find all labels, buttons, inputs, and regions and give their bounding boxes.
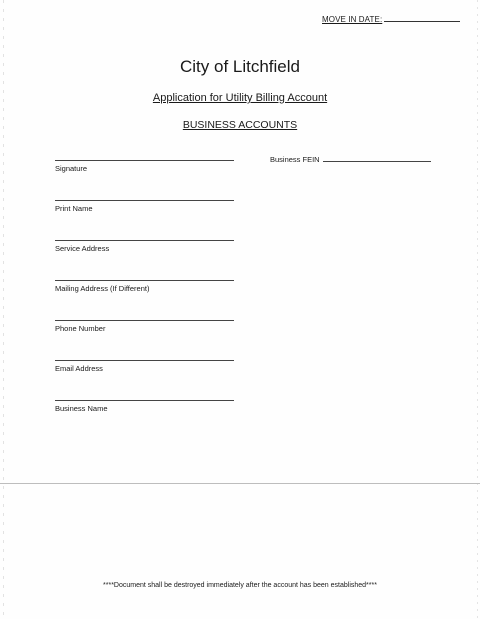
- signature-label: Signature: [55, 164, 88, 173]
- phone-number-line[interactable]: [55, 320, 234, 321]
- print-name-field[interactable]: [55, 200, 235, 213]
- move-in-date-label: MOVE IN DATE:: [322, 15, 383, 24]
- print-name-label: Print Name: [55, 204, 93, 213]
- move-in-date: [322, 14, 460, 24]
- phone-number-field[interactable]: [55, 320, 235, 333]
- signature-line[interactable]: [55, 160, 234, 161]
- mailing-address-field[interactable]: [55, 280, 235, 293]
- business-name-line[interactable]: [55, 400, 234, 401]
- phone-number-label: Phone Number: [55, 324, 106, 333]
- service-address-line[interactable]: [55, 240, 234, 241]
- footer-notice: ****Document shall be destroyed immediately after the account has been established****: [103, 582, 377, 589]
- signature-field[interactable]: [55, 160, 235, 173]
- business-fein-label: Business FEIN: [270, 155, 320, 164]
- print-name-line[interactable]: [55, 200, 234, 201]
- email-address-label: Email Address: [55, 364, 103, 373]
- email-address-field[interactable]: [55, 360, 235, 373]
- mailing-address-label: Mailing Address (If Different): [55, 284, 150, 293]
- business-fein-line[interactable]: [323, 155, 431, 162]
- service-address-label: Service Address: [55, 244, 110, 253]
- mailing-address-line[interactable]: [55, 280, 234, 281]
- business-name-field[interactable]: [55, 400, 235, 413]
- email-address-line[interactable]: [55, 360, 234, 361]
- page-divider: [0, 483, 480, 484]
- section-heading: BUSINESS ACCOUNTS: [182, 119, 298, 131]
- service-address-field[interactable]: [55, 240, 235, 253]
- business-fein-field[interactable]: [270, 155, 431, 164]
- page-title: City of Litchfield: [180, 57, 300, 76]
- business-name-label: Business Name: [55, 404, 108, 413]
- move-in-date-line[interactable]: [384, 14, 460, 22]
- page-subtitle: Application for Utility Billing Account: [152, 92, 328, 104]
